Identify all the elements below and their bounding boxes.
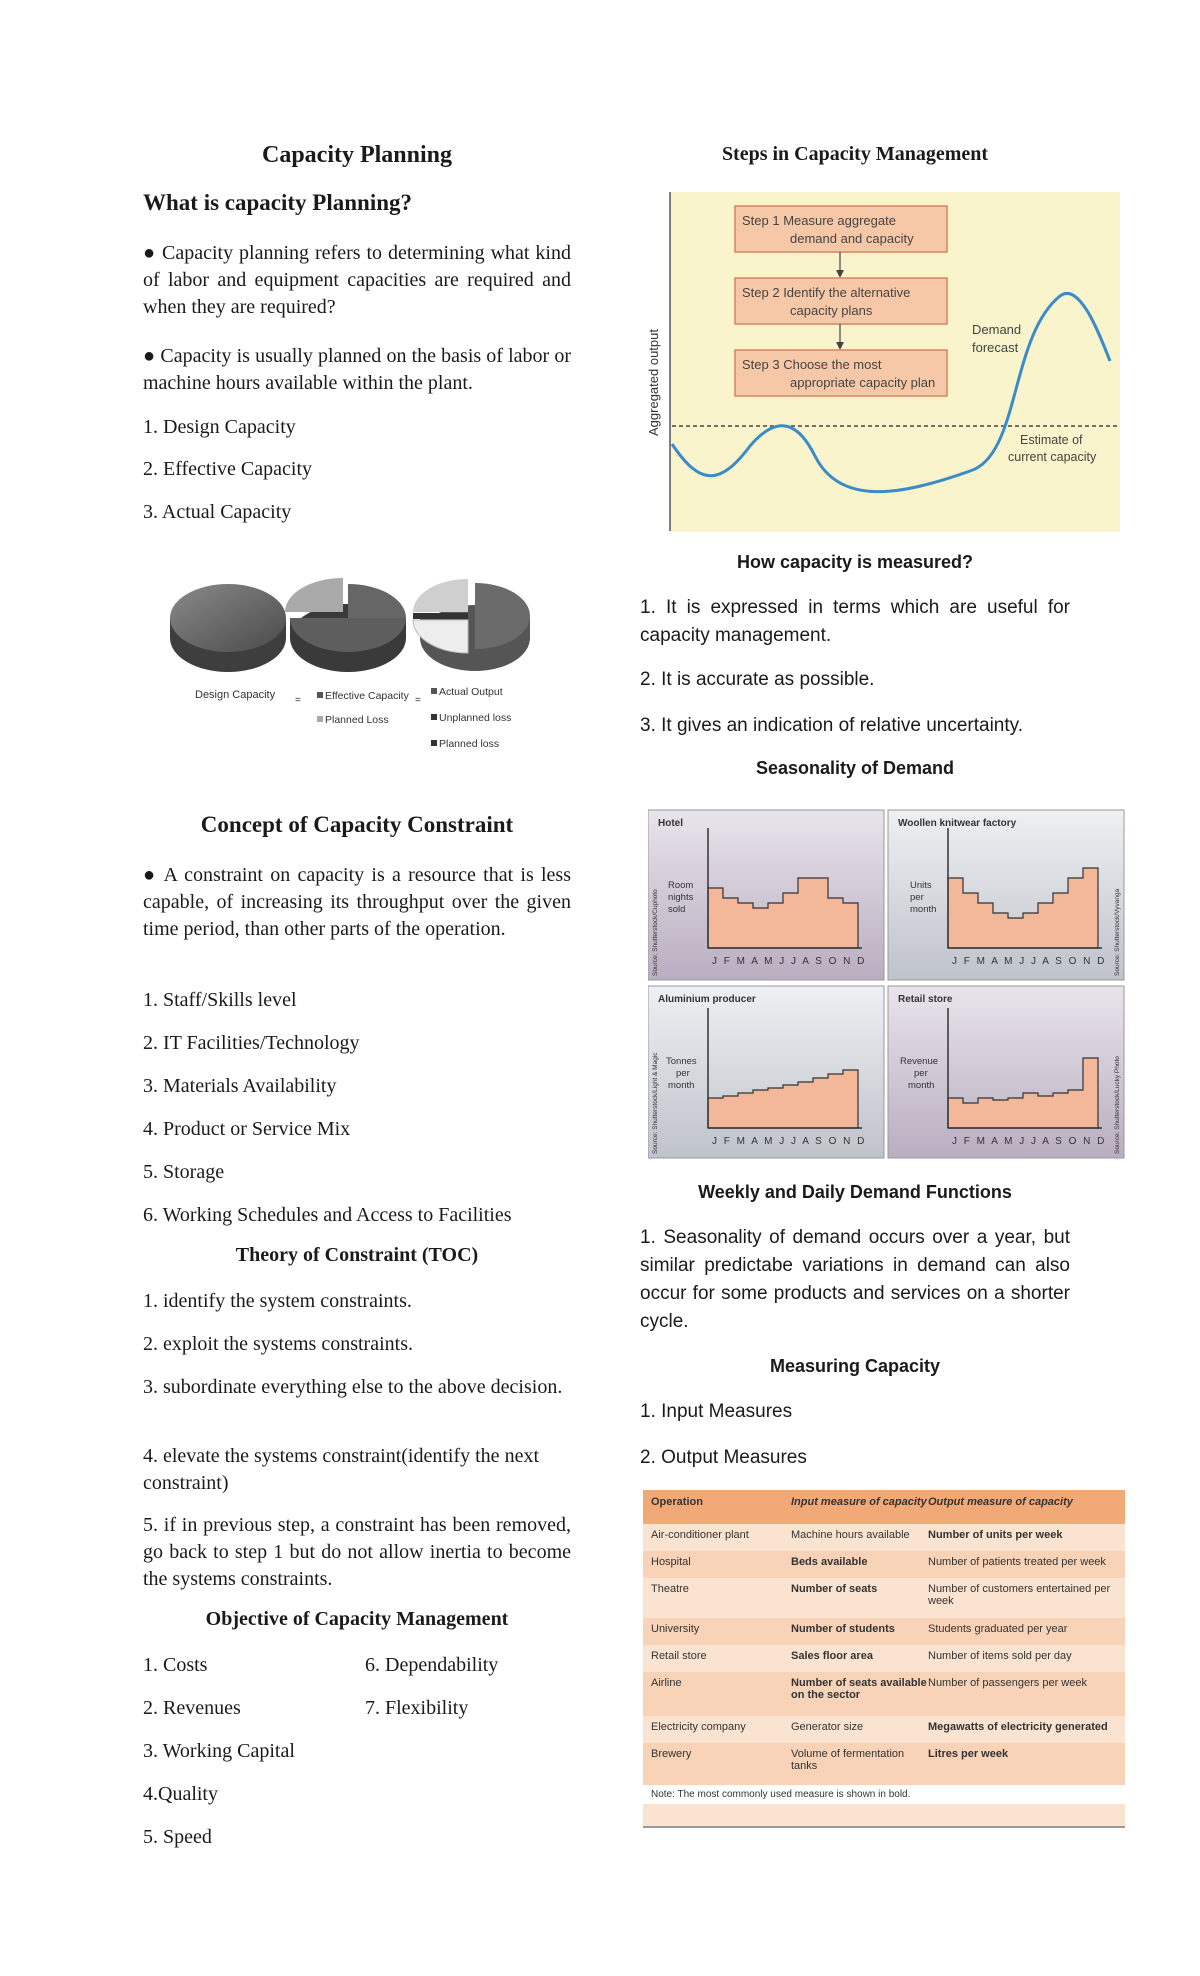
step-1-box: [735, 206, 947, 252]
section-heading-objective: Objective of Capacity Management: [205, 1608, 509, 1630]
legend-effective-capacity: Effective Capacity: [325, 690, 409, 702]
list-item: 6. Working Schedules and Access to Facilities: [143, 1204, 512, 1226]
equals-sign: =: [415, 695, 421, 706]
list-item: 1. Staff/Skills level: [143, 989, 297, 1011]
list-item: 3. It gives an indication of relative uncertainty.: [640, 715, 1024, 736]
legend-swatch: [431, 714, 437, 720]
month-axis-labels: J F M A M J J A S O N D: [952, 956, 1107, 967]
svg-text:Step 2 Identify the alternati: Step 2 Identify the alternative: [742, 285, 911, 300]
design-capacity-label: Design Capacity: [195, 689, 276, 701]
svg-text:demand and capacity: demand and capacity: [790, 231, 914, 246]
svg-text:Woollen knitwear factory: Woollen knitwear factory: [898, 818, 1017, 829]
list-item: 1. identify the system constraints.: [143, 1290, 412, 1312]
svg-text:Retail store: Retail store: [898, 994, 953, 1005]
table-row: Theatre Number of seats Number of customers entertained per week: [651, 1583, 1111, 1607]
svg-text:Step 1 Measure aggregate: Step 1 Measure aggregate: [742, 213, 896, 228]
table-row: Hospital Beds available Number of patients treated per week: [643, 1551, 1125, 1578]
list-item: 1. Input Measures: [640, 1401, 793, 1422]
svg-text:Tonnes: Tonnes: [666, 1056, 697, 1067]
legend-actual-output: Actual Output: [439, 686, 503, 698]
seasonality-panel-hotel: [648, 810, 884, 980]
list-item: 4.Quality: [143, 1783, 218, 1805]
month-axis-labels: J F M A M J J A S O N D: [952, 1136, 1107, 1147]
svg-text:nights: nights: [668, 892, 694, 903]
legend-planned-loss-2: Planned loss: [439, 738, 500, 750]
list-item: 5. if in previous step, a constraint has been removed, go back to step 1 but do not allow inertia to become the systems constraints.: [143, 1514, 571, 1590]
svg-text:per: per: [914, 1068, 928, 1079]
svg-text:month: month: [908, 1080, 935, 1091]
svg-text:capacity plans: capacity plans: [790, 303, 873, 318]
section-heading-constraint: Concept of Capacity Constraint: [200, 812, 514, 837]
paragraph: 1. Seasonality of demand occurs over a year, but similar predictabe variations in demand can also occur for some products and services on a shorter cycle.: [640, 1227, 1070, 1332]
svg-text:Room: Room: [668, 880, 694, 891]
table-row: Electricity company Generator size Megawatts of electricity generated: [651, 1721, 1108, 1733]
list-item: 1. It is expressed in terms which are useful for capacity management.: [640, 597, 1070, 646]
list-item: 2. Revenues: [143, 1697, 241, 1719]
legend-unplanned-loss: Unplanned loss: [439, 712, 512, 724]
list-item: 4. Product or Service Mix: [143, 1118, 351, 1140]
list-item: 3. Materials Availability: [143, 1075, 337, 1097]
design-capacity-pie: [170, 584, 286, 672]
capacity-pie-figure: [163, 568, 583, 768]
table-row: Air-conditioner plant Machine hours available Number of units per week: [651, 1529, 1063, 1541]
list-item: 1. Costs: [143, 1654, 208, 1676]
section-heading-steps: Steps in Capacity Management: [721, 143, 989, 165]
svg-text:Source: Shutterstock/Lucky Pho: Source: Shutterstock/Lucky Photo: [1114, 1056, 1121, 1154]
table-header-row: [643, 1490, 1125, 1524]
legend-swatch: [431, 740, 437, 746]
svg-text:Source: Shutterstock/Light & M: Source: Shutterstock/Light & Magic: [652, 1052, 659, 1154]
table-note: Note: The most commonly used measure is shown in bold.: [643, 1785, 1125, 1804]
bullet-paragraph: ● Capacity planning refers to determining what kind of labor and equipment capacities are required and when they are required?: [143, 242, 571, 318]
table-header-cell: Input measure of capacity: [791, 1496, 927, 1508]
svg-text:sold: sold: [668, 904, 686, 915]
equals-sign: =: [295, 695, 301, 706]
list-item: 5. Storage: [143, 1161, 225, 1183]
list-item: 2. Output Measures: [640, 1447, 807, 1468]
bullet-paragraph: ● A constraint on capacity is a resource that is less capable, of increasing its throughput over the given time period, than other parts of the operation.: [143, 864, 571, 940]
list-item: 3. Working Capital: [143, 1740, 295, 1762]
list-item: 7. Flexibility: [365, 1697, 469, 1719]
list-item: 4. elevate the systems constraint(identify the next constraint): [143, 1445, 539, 1494]
list-item: 6. Dependability: [365, 1654, 499, 1676]
legend-planned-loss: Planned Loss: [325, 714, 389, 726]
list-item: 2. Effective Capacity: [143, 458, 313, 480]
estimate-label: current capacity: [1008, 450, 1097, 464]
seasonality-figure: [648, 808, 1128, 1160]
list-item: 2. exploit the systems constraints.: [143, 1333, 413, 1355]
month-axis-labels: J F M A M J J A S O N D: [712, 956, 867, 967]
svg-text:Hotel: Hotel: [658, 818, 683, 829]
section-heading-measured: How capacity is measured?: [736, 552, 974, 572]
page-title: Capacity Planning: [261, 142, 453, 168]
month-axis-labels: J F M A M J J A S O N D: [712, 1136, 867, 1147]
svg-text:Revenue: Revenue: [900, 1056, 939, 1067]
section-heading-weekly: Weekly and Daily Demand Functions: [698, 1182, 1012, 1202]
bullet-paragraph: ● Capacity is usually planned on the basis of labor or machine hours available within the plant.: [143, 345, 571, 394]
table-row: Retail store Sales floor area Number of items sold per day: [651, 1650, 1072, 1662]
svg-text:Units: Units: [910, 880, 932, 891]
svg-text:Source: Shutterstock/Vyvanga: Source: Shutterstock/Vyvanga: [1114, 888, 1121, 976]
table-row: University Number of students Students graduated per year: [643, 1618, 1125, 1645]
effective-capacity-pie: [285, 578, 406, 672]
list-item: 3. Actual Capacity: [143, 501, 292, 523]
estimate-label: Estimate of: [1020, 433, 1083, 447]
svg-text:Aluminium producer: Aluminium producer: [658, 994, 756, 1005]
capacity-measures-table: [643, 1490, 1125, 1828]
list-item: 5. Speed: [143, 1826, 212, 1848]
section-heading-what-is: What is capacity Planning?: [143, 190, 413, 215]
seasonality-panel-retail: [888, 986, 1124, 1158]
svg-text:month: month: [668, 1080, 695, 1091]
section-heading-toc: Theory of Constraint (TOC): [235, 1244, 479, 1266]
svg-text:per: per: [910, 892, 924, 903]
step-2-box: [735, 278, 947, 324]
svg-text:Step 3 Choose the most: Step 3 Choose the most: [742, 357, 882, 372]
table-row: Airline Number of seats available on the sector Number of passengers per week: [643, 1672, 1125, 1716]
demand-forecast-label: forecast: [972, 340, 1019, 355]
list-item: 3. subordinate everything else to the above decision.: [143, 1376, 563, 1398]
svg-text:per: per: [676, 1068, 690, 1079]
steps-capacity-figure: [640, 186, 1124, 536]
section-heading-seasonality: Seasonality of Demand: [755, 758, 955, 778]
seasonality-panel-aluminium: [648, 986, 884, 1158]
actual-output-pie: [413, 579, 530, 671]
list-item: 1. Design Capacity: [143, 416, 296, 438]
table-header-cell: Output measure of capacity: [928, 1496, 1073, 1508]
table-row: Brewery Volume of fermentation tanks Litres per week: [643, 1743, 1125, 1785]
legend-swatch: [317, 692, 323, 698]
step-3-box: [735, 350, 947, 396]
list-item: 2. IT Facilities/Technology: [143, 1032, 360, 1054]
table-header-cell: Operation: [651, 1496, 703, 1508]
svg-text:appropriate capacity plan: appropriate capacity plan: [790, 375, 936, 390]
section-heading-measuring: Measuring Capacity: [769, 1356, 941, 1376]
legend-swatch: [431, 688, 437, 694]
seasonality-panel-knitwear: [888, 810, 1124, 980]
svg-text:month: month: [910, 904, 937, 915]
demand-forecast-label: Demand: [972, 322, 1022, 337]
legend-swatch: [317, 716, 323, 722]
y-axis-label: Aggregated output: [646, 329, 661, 436]
list-item: 2. It is accurate as possible.: [640, 669, 875, 690]
svg-text:Source: Shutterstock/Cuphoto: Source: Shutterstock/Cuphoto: [652, 889, 659, 976]
